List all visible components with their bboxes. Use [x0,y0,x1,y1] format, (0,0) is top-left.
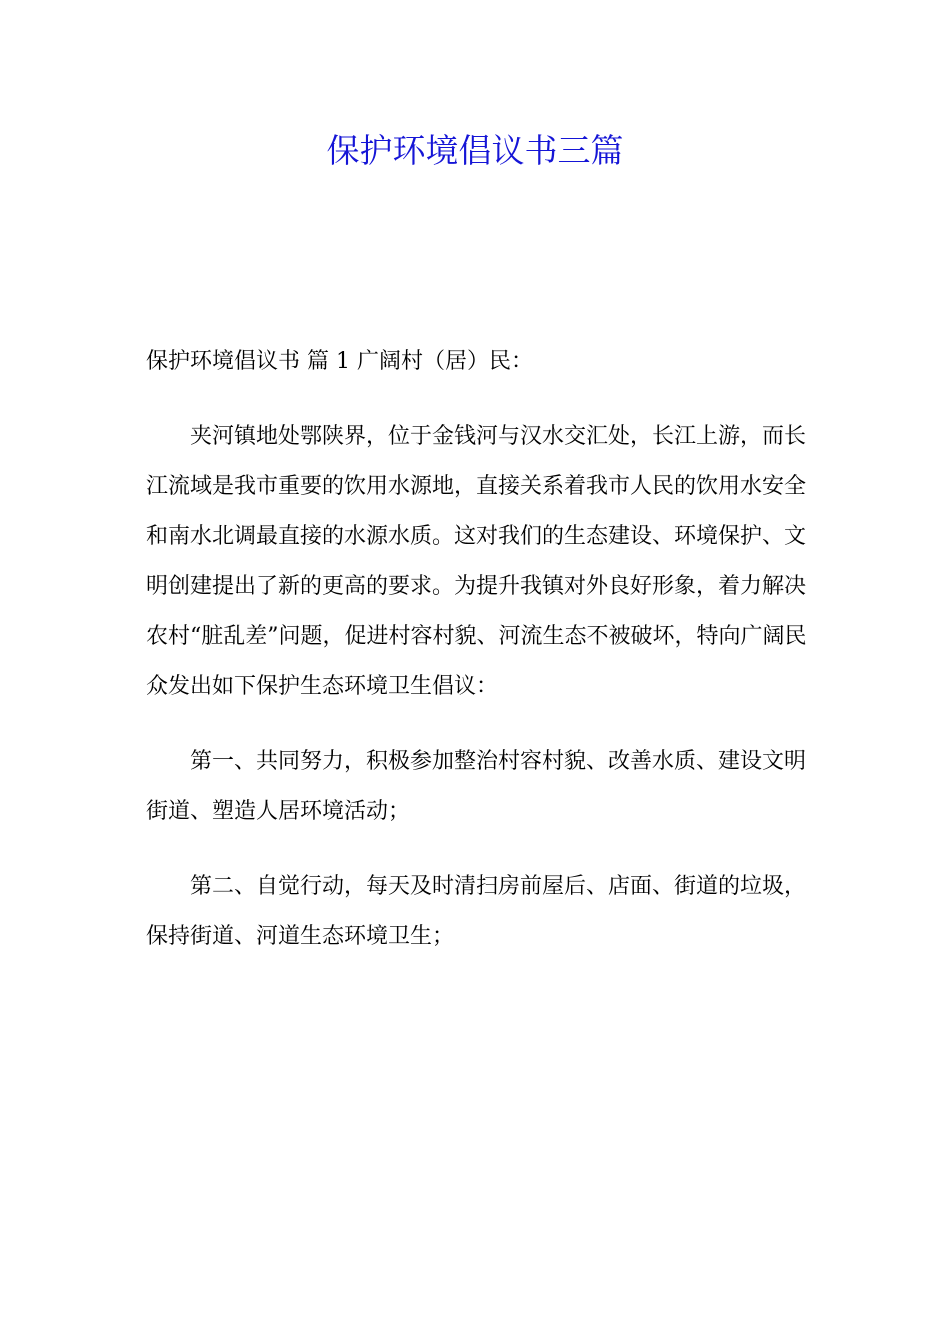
document-title: 保护环境倡议书三篇 [326,131,624,170]
paragraph-greeting: 保护环境倡议书 篇 1 广阔村（居）民： [146,349,533,374]
document-body [146,337,826,987]
paragraph-item-2: 第二、自觉行动，每天及时清扫房前屋后、店面、街道的垃圾，保持街道、河道生态环境卫生； [146,874,807,949]
paragraph-item-1: 第一、共同努力，积极参加整治村容村貌、改善水质、建设文明街道、塑造人居环境活动； [146,749,807,824]
paragraph-intro: 夹河镇地处鄂陕界，位于金钱河与汉水交汇处，长江上游，而长江流域是我市重要的饮用水源地，直接关系着我市人民的饮用水安全和南水北调最直接的水源水质。这对我们的生态建设、环境保护、文明创建提出了新的更高的要求。为提升我镇对外良好形象，着力解决农村“脏乱差”问题，促进村容村貌、河流生态不被破坏，特向广阔民众发出如下保护生态环境卫生倡议： [146,424,807,699]
